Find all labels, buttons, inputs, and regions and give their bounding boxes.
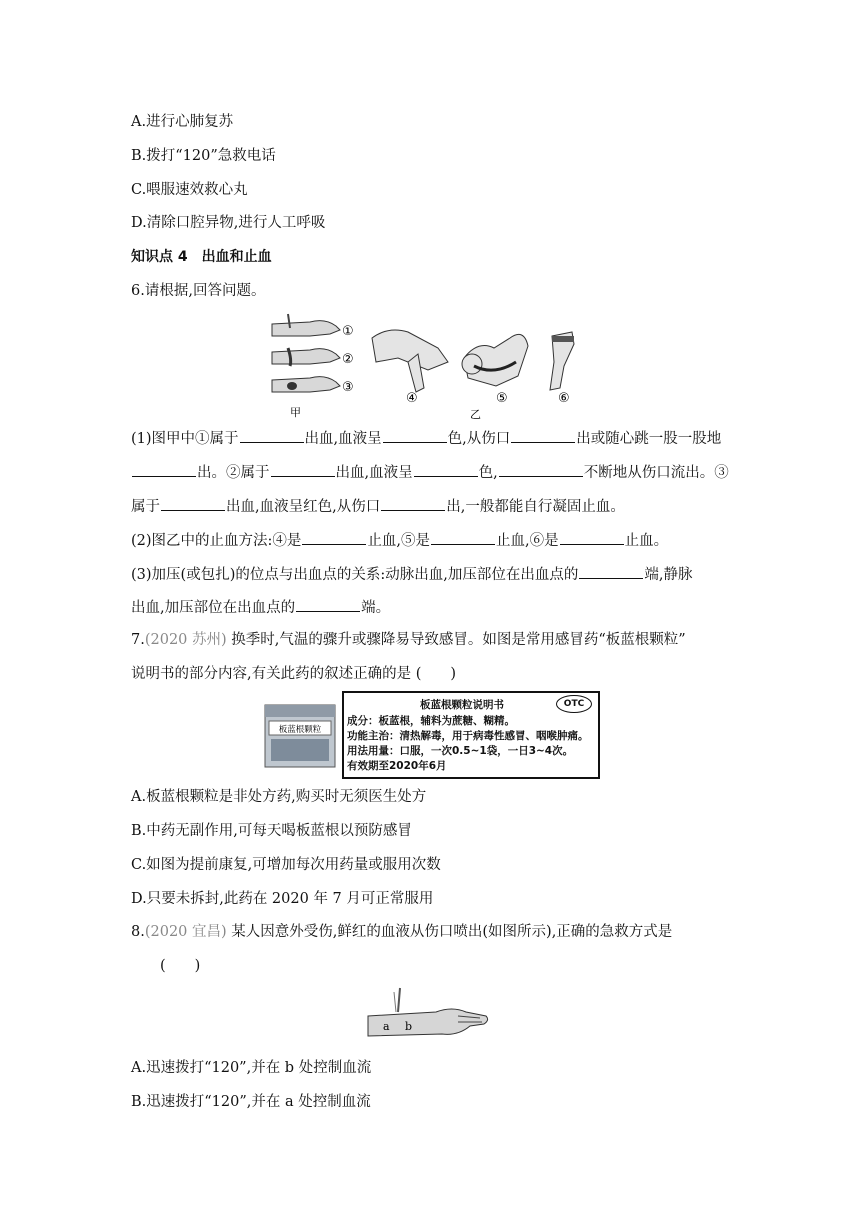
q6-part1-line2: 出。②属于 出血,血液呈 色, 不断地从伤口流出。③ bbox=[131, 461, 729, 483]
answer-blank[interactable] bbox=[383, 427, 447, 443]
q7-option-b: B.中药无副作用,可每天喝板蓝根以预防感冒 bbox=[131, 823, 412, 839]
answer-blank[interactable] bbox=[431, 529, 495, 545]
q6-part3-line1: (3)加压(或包扎)的位点与出血点的关系:动脉出血,加压部位在出血点的 端,静脉 bbox=[131, 563, 692, 585]
instruction-line-2: 功能主治：清热解毒，用于病毒性感冒、咽喉肿痛。 bbox=[347, 730, 589, 742]
q8-option-b: B.迅速拨打“120”,并在 a 处控制血流 bbox=[131, 1094, 371, 1110]
q8-stem-line1: 8.(2020 宜昌) 某人因意外受伤,鲜红的血液从伤口喷出(如图所示),正确的急救方式是 bbox=[131, 924, 673, 940]
fig-caption-jia: 甲 bbox=[290, 406, 301, 419]
q8-option-a: A.迅速拨打“120”,并在 b 处控制血流 bbox=[131, 1060, 372, 1076]
answer-blank[interactable] bbox=[579, 563, 643, 579]
fig-label-3: ③ bbox=[342, 380, 354, 395]
fig-label-1: ① bbox=[342, 324, 354, 339]
fig-label-6: ⑥ bbox=[558, 391, 570, 406]
q7-stem-line2: 说明书的部分内容,有关此药的叙述正确的是 ( ) bbox=[131, 666, 457, 682]
fig-caption-yi: 乙 bbox=[470, 408, 481, 421]
instruction-title: 板蓝根颗粒说明书 bbox=[420, 699, 504, 711]
instruction-line-4: 有效期至2020年6月 bbox=[347, 760, 447, 772]
q6-stem: 6.请根据,回答问题。 bbox=[131, 283, 266, 299]
q5-option-d: D.清除口腔异物,进行人工呼吸 bbox=[131, 215, 326, 231]
answer-blank[interactable] bbox=[381, 495, 445, 511]
answer-blank[interactable] bbox=[511, 427, 575, 443]
medicine-package-image bbox=[263, 703, 337, 769]
fig-label-2: ② bbox=[342, 352, 354, 367]
q7-source: (2020 苏州) bbox=[144, 632, 227, 648]
q7-option-a: A.板蓝根颗粒是非处方药,购买时无须医生处方 bbox=[131, 789, 427, 805]
fig-label-a: a bbox=[383, 1020, 390, 1033]
figure-jia-hands bbox=[270, 312, 360, 422]
q6-part1-line3: 属于 出血,血液呈红色,从伤口 出,一般都能自行凝固止血。 bbox=[131, 495, 625, 517]
answer-blank[interactable] bbox=[560, 529, 624, 545]
fig-label-4: ④ bbox=[406, 391, 418, 406]
q5-option-c: C.喂服速效救心丸 bbox=[131, 182, 248, 198]
answer-blank[interactable] bbox=[499, 461, 583, 477]
fig-label-b: b bbox=[405, 1020, 413, 1033]
injured-arm-figure bbox=[366, 986, 492, 1048]
answer-blank[interactable] bbox=[161, 495, 225, 511]
instruction-line-3: 用法用量：口服，一次0.5~1袋，一日3~4次。 bbox=[347, 745, 574, 757]
q7-option-c: C.如图为提前康复,可增加每次用药量或服用次数 bbox=[131, 857, 441, 873]
q7-option-d: D.只要未拆封,此药在 2020 年 7 月可正常服用 bbox=[131, 891, 434, 907]
answer-blank[interactable] bbox=[414, 461, 478, 477]
otc-badge: OTC bbox=[556, 695, 592, 713]
answer-blank[interactable] bbox=[240, 427, 304, 443]
q8-source: (2020 宜昌) bbox=[144, 924, 227, 940]
fig-label-5: ⑤ bbox=[496, 391, 508, 406]
q8-stem-line2: ( ) bbox=[160, 958, 201, 974]
section-4-title: 知识点 4 出血和止血 bbox=[131, 249, 272, 265]
answer-blank[interactable] bbox=[132, 461, 196, 477]
answer-blank[interactable] bbox=[302, 529, 366, 545]
q7-stem-line1: 7.(2020 苏州) 换季时,气温的骤升或骤降易导致感冒。如图是常用感冒药“板蓝根颗粒” bbox=[131, 632, 686, 648]
q5-option-b: B.拨打“120”急救电话 bbox=[131, 148, 276, 164]
package-label: 板蓝根颗粒 bbox=[278, 725, 322, 735]
q6-part2: (2)图乙中的止血方法:④是 止血,⑤是 止血,⑥是 止血。 bbox=[131, 529, 668, 551]
figure-yi-methods bbox=[368, 318, 590, 422]
q5-option-a: A.进行心肺复苏 bbox=[131, 114, 234, 130]
q6-part3-line2: 出血,加压部位在出血点的 端。 bbox=[131, 596, 390, 618]
answer-blank[interactable] bbox=[296, 596, 360, 612]
answer-blank[interactable] bbox=[271, 461, 335, 477]
q6-part1-line1: (1)图甲中①属于 出血,血液呈 色,从伤口 出或随心跳一股一股地 bbox=[131, 427, 721, 449]
instruction-line-1: 成分：板蓝根，辅料为蔗糖、糊精。 bbox=[347, 715, 515, 727]
